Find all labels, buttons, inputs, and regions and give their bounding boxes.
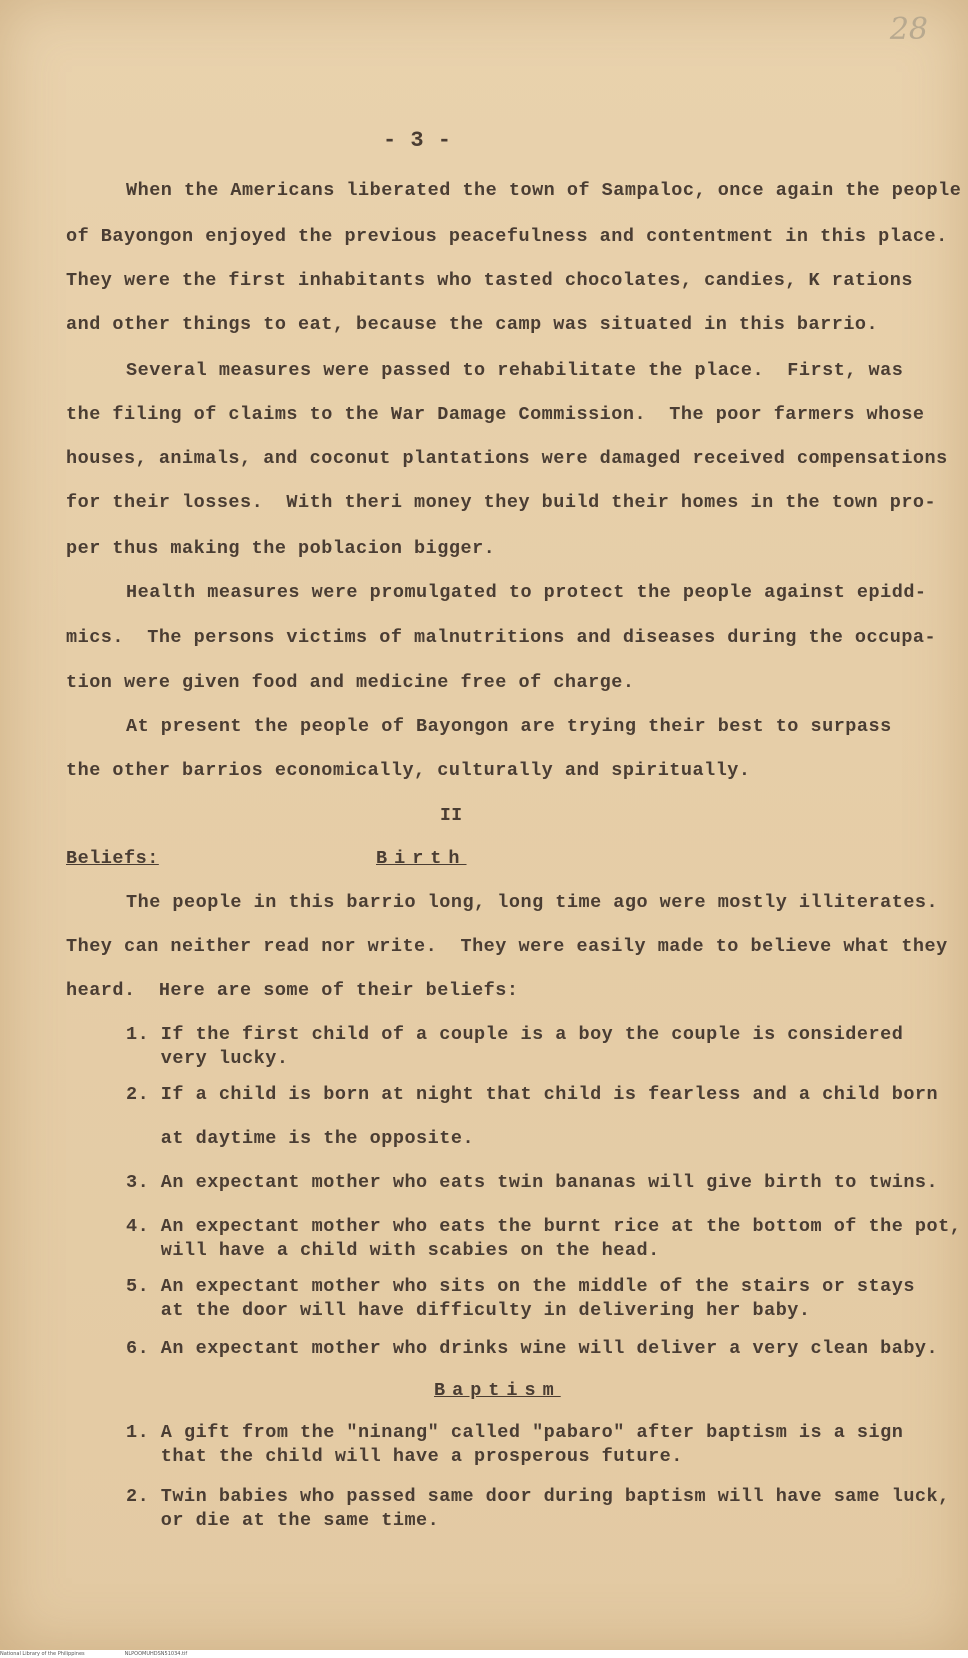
section-roman-numeral: II <box>440 806 463 826</box>
list-item: at daytime is the opposite. <box>126 1128 475 1149</box>
page-number: - 3 - <box>383 128 452 153</box>
list-item: 1. If the first child of a couple is a boy the couple is considered <box>126 1024 904 1045</box>
list-item: 2. If a child is born at night that child is fearless and a child born <box>126 1084 939 1105</box>
text-line: the other barrios economically, culturally and spiritually. <box>66 760 751 781</box>
list-item: 1. A gift from the "ninang" called "pabaro" after baptism is a sign <box>126 1422 904 1443</box>
text-line: Health measures were promulgated to protect the people against epidd- <box>126 582 927 603</box>
scan-footer <box>0 1650 968 1658</box>
text-line: the filing of claims to the War Damage Commission. The poor farmers whose <box>66 404 925 425</box>
text-line: and other things to eat, because the camp was situated in this barrio. <box>66 314 879 335</box>
list-item: or die at the same time. <box>126 1510 440 1531</box>
text-line: When the Americans liberated the town of Sampaloc, once again the people <box>126 180 962 201</box>
text-line: mics. The persons victims of malnutritions and diseases during the occupa- <box>66 627 937 648</box>
baptism-heading: Baptism <box>434 1380 561 1401</box>
text-line: The people in this barrio long, long time ago were mostly illiterates. <box>126 892 939 913</box>
text-line: They can neither read nor write. They were easily made to believe what they <box>66 936 948 957</box>
text-line: They were the first inhabitants who tasted chocolates, candies, K rations <box>66 270 913 291</box>
text-line: Several measures were passed to rehabilitate the place. First, was <box>126 360 904 381</box>
list-item: 6. An expectant mother who drinks wine will deliver a very clean baby. <box>126 1338 939 1359</box>
list-item: 3. An expectant mother who eats twin bananas will give birth to twins. <box>126 1172 939 1193</box>
list-item: 4. An expectant mother who eats the burnt rice at the bottom of the pot, <box>126 1216 962 1237</box>
text-line: At present the people of Bayongon are trying their best to surpass <box>126 716 892 737</box>
corner-page-number: 28 <box>889 12 928 47</box>
text-line: of Bayongon enjoyed the previous peacefulness and contentment in this place. <box>66 226 948 247</box>
list-item: 5. An expectant mother who sits on the middle of the stairs or stays <box>126 1276 915 1297</box>
text-line: heard. Here are some of their beliefs: <box>66 980 519 1001</box>
list-item: that the child will have a prosperous future. <box>126 1446 683 1467</box>
beliefs-label: Beliefs: <box>66 848 159 869</box>
list-item: will have a child with scabies on the head. <box>126 1240 660 1261</box>
text-line: houses, animals, and coconut plantations were damaged received compensations <box>66 448 948 469</box>
text-line: tion were given food and medicine free of charge. <box>66 672 635 693</box>
footer-library: National Library of the Philippines <box>0 1651 85 1657</box>
list-item: at the door will have difficulty in delivering her baby. <box>126 1300 811 1321</box>
footer-file: NLPOOMUHDSN51034.tif <box>124 1651 188 1657</box>
text-line: per thus making the poblacion bigger. <box>66 538 496 559</box>
list-item: very lucky. <box>126 1048 289 1069</box>
text-line: for their losses. With theri money they build their homes in the town pro- <box>66 492 937 513</box>
birth-heading: Birth <box>376 848 467 869</box>
list-item: 2. Twin babies who passed same door during baptism will have same luck, <box>126 1486 950 1507</box>
